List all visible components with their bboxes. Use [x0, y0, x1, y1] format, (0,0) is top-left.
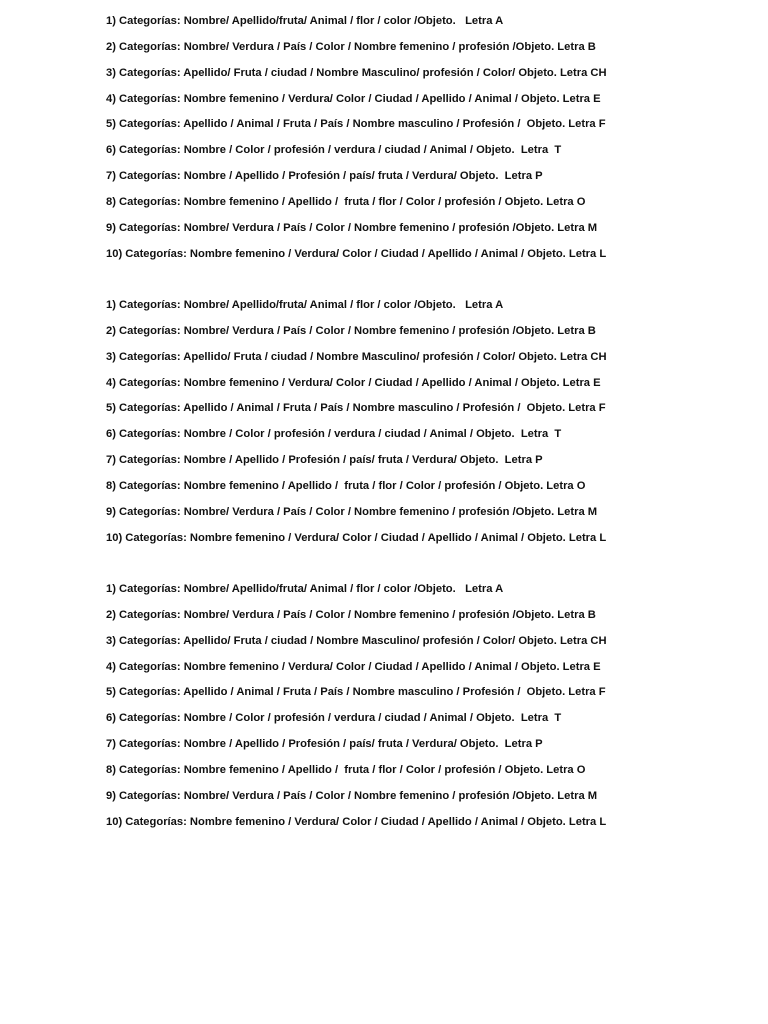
category-line-3: 3) Categorías: Apellido/ Fruta / ciudad / Nombre Masculino/ profesión / Color/ Objeto. Letra CH	[106, 350, 607, 363]
category-line-4: 4) Categorías: Nombre femenino / Verdura/ Color / Ciudad / Apellido / Animal / Objeto. Letra E	[106, 376, 601, 389]
category-line-6: 6) Categorías: Nombre / Color / profesión / verdura / ciudad / Animal / Objeto. Letra T	[106, 712, 562, 725]
category-line-9: 9) Categorías: Nombre/ Verdura / País / Color / Nombre femenino / profesión /Objeto. Letra M	[106, 789, 598, 802]
category-line-9: 9) Categorías: Nombre/ Verdura / País / Color / Nombre femenino / profesión /Objeto. Letra M	[106, 221, 598, 234]
category-line-3: 3) Categorías: Apellido/ Fruta / ciudad / Nombre Masculino/ profesión / Color/ Objeto. Letra CH	[106, 634, 607, 647]
category-line-4: 4) Categorías: Nombre femenino / Verdura/ Color / Ciudad / Apellido / Animal / Objeto. Letra E	[106, 92, 601, 105]
category-line-8: 8) Categorías: Nombre femenino / Apellido / fruta / flor / Color / profesión / Objeto. Letra O	[106, 763, 586, 776]
category-line-7: 7) Categorías: Nombre / Apellido / Profesión / país/ fruta / Verdura/ Objeto. Letra P	[106, 454, 543, 467]
category-line-6: 6) Categorías: Nombre / Color / profesión / verdura / ciudad / Animal / Objeto. Letra T	[106, 428, 562, 441]
category-line-10: 10) Categorías: Nombre femenino / Verdura/ Color / Ciudad / Apellido / Animal / Objeto. Letra L	[106, 531, 607, 544]
category-line-6: 6) Categorías: Nombre / Color / profesión / verdura / ciudad / Animal / Objeto. Letra T	[106, 144, 562, 157]
category-line-4: 4) Categorías: Nombre femenino / Verdura/ Color / Ciudad / Apellido / Animal / Objeto. Letra E	[106, 660, 601, 673]
category-line-7: 7) Categorías: Nombre / Apellido / Profesión / país/ fruta / Verdura/ Objeto. Letra P	[106, 170, 543, 183]
category-line-1: 1) Categorías: Nombre/ Apellido/fruta/ Animal / flor / color /Objeto. Letra A	[106, 15, 504, 27]
category-line-2: 2) Categorías: Nombre/ Verdura / País / Color / Nombre femenino / profesión /Objeto. Letra B	[106, 608, 596, 621]
category-line-2: 2) Categorías: Nombre/ Verdura / País / Color / Nombre femenino / profesión /Objeto. Letra B	[106, 324, 596, 337]
category-list-1	[106, 12, 706, 270]
category-line-1: 1) Categorías: Nombre/ Apellido/fruta/ Animal / flor / color /Objeto. Letra A	[106, 583, 504, 595]
category-line-3: 3) Categorías: Apellido/ Fruta / ciudad / Nombre Masculino/ profesión / Color/ Objeto. Letra CH	[106, 66, 607, 79]
category-line-5: 5) Categorías: Apellido / Animal / Fruta / País / Nombre masculino / Profesión / Objeto. Letra F	[106, 118, 606, 131]
category-line-10: 10) Categorías: Nombre femenino / Verdura/ Color / Ciudad / Apellido / Animal / Objeto. Letra L	[106, 247, 607, 260]
category-line-5: 5) Categorías: Apellido / Animal / Fruta / País / Nombre masculino / Profesión / Objeto. Letra F	[106, 402, 606, 415]
category-list-3	[106, 580, 706, 838]
category-line-10: 10) Categorías: Nombre femenino / Verdura/ Color / Ciudad / Apellido / Animal / Objeto. Letra L	[106, 815, 607, 828]
category-line-7: 7) Categorías: Nombre / Apellido / Profesión / país/ fruta / Verdura/ Objeto. Letra P	[106, 738, 543, 751]
category-line-9: 9) Categorías: Nombre/ Verdura / País / Color / Nombre femenino / profesión /Objeto. Letra M	[106, 505, 598, 518]
category-line-1: 1) Categorías: Nombre/ Apellido/fruta/ Animal / flor / color /Objeto. Letra A	[106, 299, 504, 311]
category-line-8: 8) Categorías: Nombre femenino / Apellido / fruta / flor / Color / profesión / Objeto. Letra O	[106, 479, 586, 492]
category-line-5: 5) Categorías: Apellido / Animal / Fruta / País / Nombre masculino / Profesión / Objeto. Letra F	[106, 686, 606, 699]
category-line-8: 8) Categorías: Nombre femenino / Apellido / fruta / flor / Color / profesión / Objeto. Letra O	[106, 195, 586, 208]
category-list-2	[106, 296, 706, 554]
category-line-2: 2) Categorías: Nombre/ Verdura / País / Color / Nombre femenino / profesión /Objeto. Letra B	[106, 40, 596, 53]
